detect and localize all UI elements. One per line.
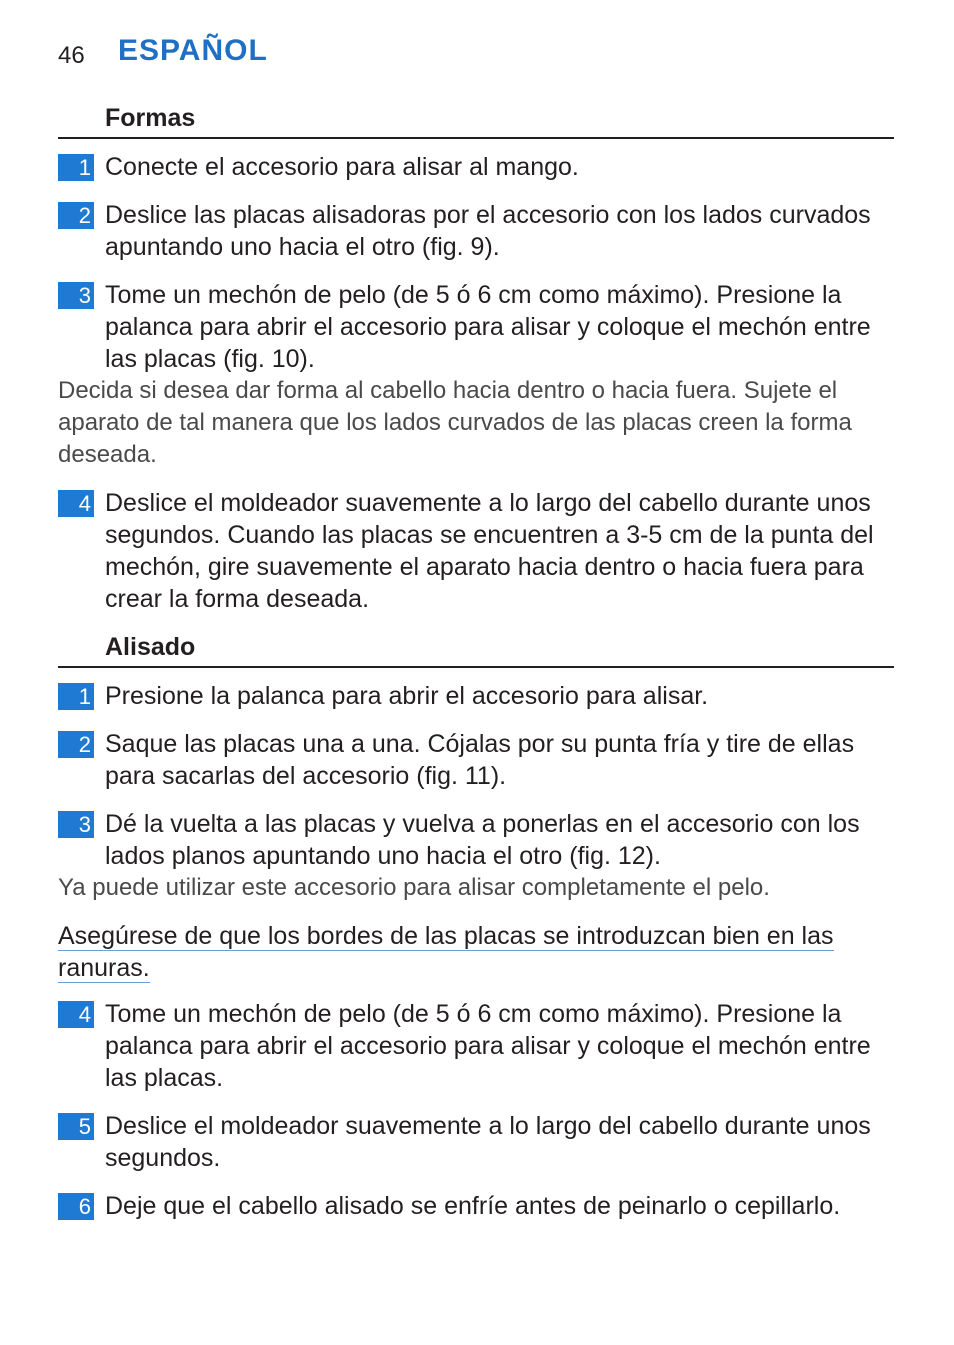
- step-text: Presione la palanca para abrir el accesorio para alisar.: [105, 682, 709, 710]
- warning-line-2: ranuras.: [58, 954, 150, 982]
- step-text: Conecte el accesorio para alisar al mango.: [105, 153, 579, 181]
- alisado-step-5: [58, 1110, 894, 1174]
- formas-step-2: [58, 199, 894, 263]
- formas-step-3: [58, 279, 894, 375]
- alisado-step-6: [58, 1190, 894, 1222]
- formas-step-4: [58, 487, 894, 615]
- alisado-step-4: [58, 998, 894, 1094]
- warning-text: [58, 920, 894, 984]
- page-number: 46: [58, 42, 85, 69]
- language-title: ESPAÑOL: [118, 34, 268, 67]
- step-text: Tome un mechón de pelo (de 5 ó 6 cm como máximo). Presione la palanca para abrir el accesorio para alisar y coloque el mechón entre las placas.: [105, 1000, 871, 1092]
- step-text: Dé la vuelta a las placas y vuelva a ponerlas en el accesorio con los lados planos apuntando uno hacia el otro (fig. 12).: [105, 810, 860, 870]
- alisado-step-1: [58, 680, 894, 712]
- step-text: Deslice el moldeador suavemente a lo largo del cabello durante unos segundos.: [105, 1112, 871, 1172]
- formas-note: Decida si desea dar forma al cabello hacia dentro o hacia fuera. Sujete el aparato de tal manera que los lados curvados de las placas creen la forma deseada.: [58, 377, 852, 468]
- alisado-step-2: [58, 728, 894, 792]
- step-number-badge: 6: [58, 1193, 94, 1220]
- step-number-badge: 2: [58, 202, 94, 229]
- step-number-badge: 3: [58, 811, 94, 838]
- warning-line-1: Asegúrese de que los bordes de las placas se introduzcan bien en las: [58, 922, 834, 950]
- step-number-badge: 4: [58, 490, 94, 517]
- step-text: Tome un mechón de pelo (de 5 ó 6 cm como máximo). Presione la palanca para abrir el accesorio para alisar y coloque el mechón entre las placas (fig. 10).: [105, 281, 871, 373]
- step-number-badge: 2: [58, 731, 94, 758]
- step-number-badge: 3: [58, 282, 94, 309]
- alisado-note: Ya puede utilizar este accesorio para alisar completamente el pelo.: [58, 874, 770, 901]
- step-number-badge: 4: [58, 1001, 94, 1028]
- step-text: Deslice el moldeador suavemente a lo largo del cabello durante unos segundos. Cuando las placas se encuentren a 3-5 cm de la punta del mechón, gire suavemente el aparato hacia dentro o hacia fuera para crear la forma deseada.: [105, 489, 874, 613]
- section-heading-formas: Formas: [58, 102, 894, 139]
- formas-step-1: [58, 151, 894, 183]
- section-heading-alisado: Alisado: [58, 631, 894, 668]
- step-text: Saque las placas una a una. Cójalas por su punta fría y tire de ellas para sacarlas del accesorio (fig. 11).: [105, 730, 855, 790]
- content: [58, 102, 894, 1238]
- step-text: Deje que el cabello alisado se enfríe antes de peinarlo o cepillarlo.: [105, 1192, 841, 1220]
- step-number-badge: 1: [58, 683, 94, 710]
- step-number-badge: 1: [58, 154, 94, 181]
- step-number-badge: 5: [58, 1113, 94, 1140]
- alisado-step-3: [58, 808, 894, 872]
- step-text: Deslice las placas alisadoras por el accesorio con los lados curvados apuntando uno hacia el otro (fig. 9).: [105, 201, 871, 261]
